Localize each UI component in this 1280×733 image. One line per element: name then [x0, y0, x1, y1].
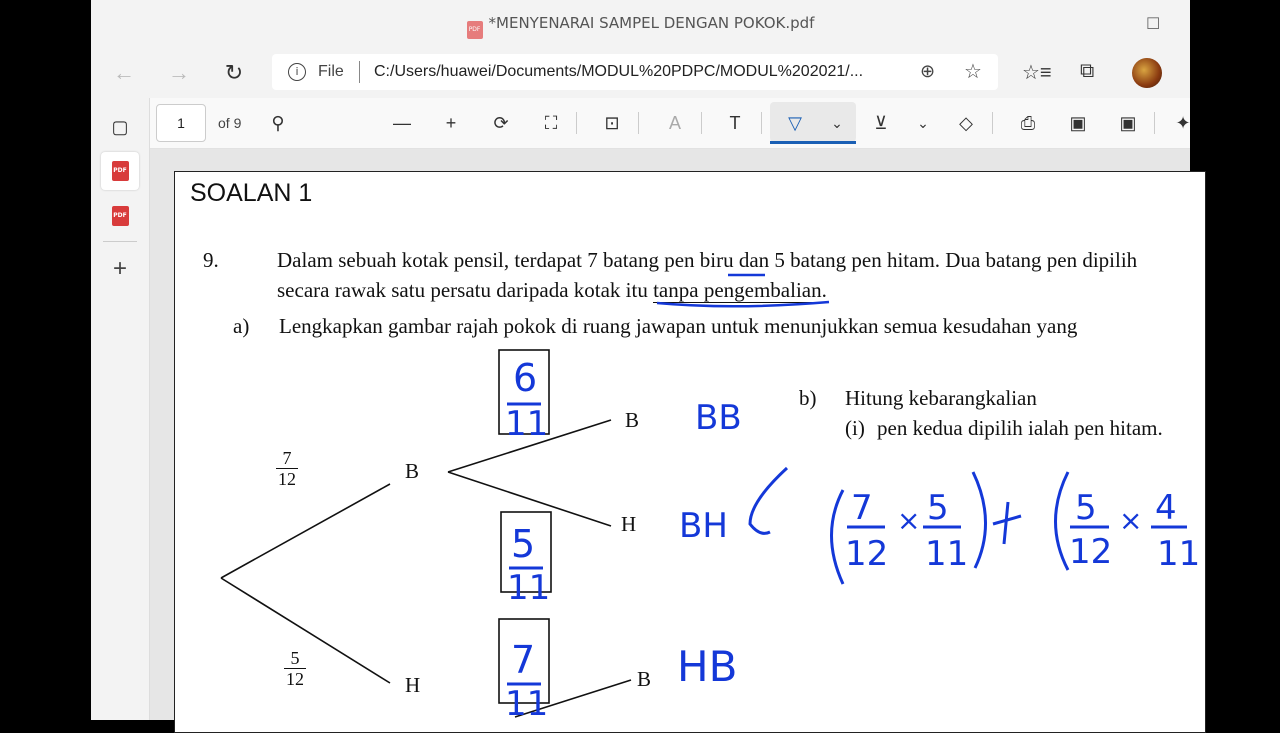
tab-pdf-active[interactable]: [101, 152, 139, 190]
branch-B-H: [448, 472, 611, 526]
part-b-i-text: pen kedua dipilih ialah pen hitam.: [877, 416, 1163, 440]
branch-root-B: [221, 484, 390, 578]
eraser-icon[interactable]: ◇: [959, 113, 973, 133]
toolbar-separator: [1154, 112, 1155, 134]
toolbar-separator: [638, 112, 639, 134]
refresh-icon[interactable]: ↻: [224, 60, 244, 85]
pdf-file-icon: PDF: [467, 21, 483, 39]
search-icon[interactable]: ⚲: [271, 113, 285, 133]
draw-dropdown-icon[interactable]: ⌄: [831, 115, 843, 131]
tab-pdf-2[interactable]: [101, 197, 139, 235]
tab-actions-icon[interactable]: ▢: [111, 117, 129, 137]
tree-node-BB: B: [625, 408, 640, 432]
pdf-viewport[interactable]: [150, 149, 1201, 724]
maximize-icon[interactable]: ☐: [1146, 16, 1161, 33]
ink-exp-num-1: 7: [851, 488, 873, 528]
page-count: of 9: [218, 115, 242, 131]
page-heading: SOALAN 1: [190, 179, 313, 207]
ink-label-HB: HB: [677, 642, 738, 691]
ink-plus-v: [1004, 502, 1008, 544]
prob-first-B: [276, 448, 298, 489]
zoom-in-icon[interactable]: +: [445, 113, 457, 133]
page-number-input[interactable]: 1: [156, 104, 206, 142]
toolbar-separator: [576, 112, 577, 134]
ink-box2-num: 5: [511, 522, 536, 566]
address-divider: [359, 61, 360, 83]
page-view-icon[interactable]: ⊡: [604, 113, 620, 133]
ink-box1-num: 6: [513, 356, 538, 400]
pin-toolbar-icon[interactable]: ✦: [1175, 113, 1191, 133]
ink-paren-open-2: [1056, 472, 1069, 570]
add-favorite-icon[interactable]: ☆: [964, 61, 982, 83]
collections-icon[interactable]: ⧉: [1080, 60, 1095, 82]
prob-first-H-den: 12: [286, 669, 304, 689]
back-arrow-icon[interactable]: ←: [113, 60, 135, 85]
pdf-toolbar: [150, 98, 1190, 149]
url-text[interactable]: C:/Users/huawei/Documents/MODUL%20PDPC/MODUL%202021/...: [374, 63, 864, 80]
highlight-icon[interactable]: ⊻: [874, 113, 888, 133]
tree-node-B: B: [405, 459, 420, 483]
ink-label-BB: BB: [695, 398, 742, 438]
ink-exp-den-2: 11: [925, 534, 969, 574]
ink-exp-num-4: 4: [1155, 488, 1177, 528]
new-tab-plus-icon[interactable]: +: [112, 255, 127, 282]
ink-paren-open-1: [832, 490, 844, 584]
pdf-page: [174, 171, 1206, 733]
address-bar[interactable]: [272, 54, 998, 90]
ink-exp-den-3: 12: [1069, 532, 1113, 572]
ink-exp-den-1: 12: [845, 534, 889, 574]
zoom-icon[interactable]: ⊕: [920, 61, 936, 81]
prob-first-H: [284, 648, 306, 689]
draw-tool-active[interactable]: [770, 102, 856, 142]
ink-check-mark: [750, 468, 787, 533]
add-text-icon[interactable]: T: [729, 113, 741, 133]
underlined-phrase: tanpa pengembalian.: [653, 278, 827, 302]
part-b-text: Hitung kebarangkalian: [845, 386, 1037, 410]
draw-active-underline: [770, 141, 856, 144]
ink-times-1: ×: [897, 504, 921, 537]
window-title-wrap: [91, 14, 1190, 39]
title-bar: [91, 0, 1190, 48]
part-b-label: b): [799, 386, 817, 410]
forward-arrow-icon[interactable]: →: [168, 60, 190, 85]
file-label: File: [318, 63, 344, 80]
print-icon[interactable]: ⎙: [1020, 113, 1036, 133]
profile-avatar[interactable]: [1132, 58, 1162, 88]
ink-underline-tanpa: [657, 302, 829, 306]
pdf-icon: PDF: [112, 206, 129, 226]
pdf-icon: PDF: [112, 161, 129, 181]
browser-window: [91, 0, 1201, 724]
tree-node-BH: H: [621, 512, 637, 536]
question-line-2-start: secara rawak satu persatu daripada kotak itu: [277, 278, 654, 302]
ink-box3-den: 11: [505, 684, 549, 724]
part-a-label: a): [233, 314, 250, 338]
toolbar-separator: [701, 112, 702, 134]
rotate-icon[interactable]: ⟳: [493, 113, 509, 133]
question-number: 9.: [203, 248, 219, 272]
toolbar-separator: [761, 112, 762, 134]
question-line-1: Dalam sebuah kotak pensil, terdapat 7 batang pen biru dan 5 batang pen hitam. Dua batang pen dipilih: [277, 248, 1138, 272]
prob-first-B-num: 7: [276, 448, 298, 469]
ink-exp-num-2: 5: [927, 488, 949, 528]
vertical-tabs-sidebar: [91, 98, 150, 720]
window-title: *MENYENARAI SAMPEL DENGAN POKOK.pdf: [488, 14, 815, 32]
save-as-icon[interactable]: ▣: [1119, 113, 1137, 133]
prob-first-H-num: 5: [284, 648, 306, 669]
part-b-i-label: (i): [845, 416, 865, 440]
ink-box1-den: 11: [505, 404, 549, 444]
fit-to-page-icon[interactable]: ⛶: [544, 113, 558, 133]
ink-times-2: ×: [1119, 504, 1143, 537]
navigation-bar: [91, 48, 1190, 98]
ink-exp-num-3: 5: [1075, 488, 1097, 528]
ink-paren-close-1: [973, 472, 986, 568]
ink-exp-den-4: 11: [1157, 534, 1201, 574]
ink-box2-den: 11: [507, 568, 551, 608]
info-icon[interactable]: i: [288, 63, 306, 81]
ink-box3-num: 7: [511, 638, 536, 682]
highlight-dropdown-icon[interactable]: ⌄: [917, 115, 929, 131]
part-a-text: Lengkapkan gambar rajah pokok di ruang jawapan untuk menunjukkan semua kesudahan yang: [279, 314, 1078, 338]
ink-label-BH: BH: [679, 506, 728, 546]
zoom-out-icon[interactable]: —: [393, 113, 411, 133]
draw-icon[interactable]: ▽: [788, 113, 802, 133]
prob-first-B-den: 12: [278, 469, 296, 489]
tree-node-H: H: [405, 673, 421, 697]
toolbar-separator: [992, 112, 993, 134]
read-aloud-icon[interactable]: A: [668, 113, 681, 133]
tree-node-HB: B: [637, 667, 652, 691]
sidebar-divider: [103, 241, 137, 242]
save-icon[interactable]: ▣: [1069, 113, 1087, 133]
favorites-icon[interactable]: ☆≡: [1022, 62, 1052, 84]
